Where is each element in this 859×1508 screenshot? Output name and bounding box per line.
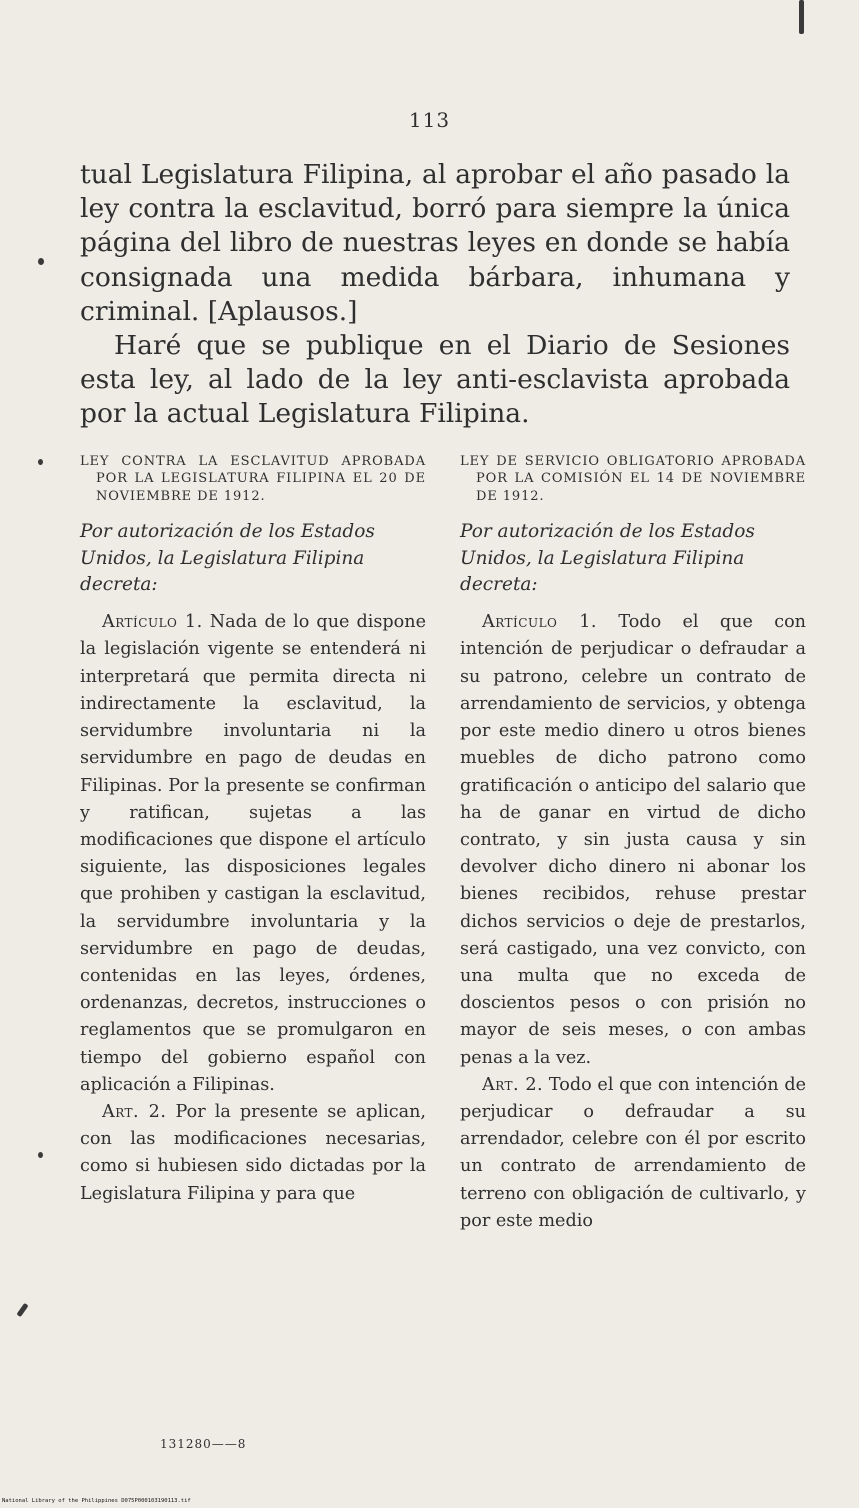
- left-article-1-label: Artículo 1.: [102, 612, 203, 633]
- right-column-obligatory-service-law: [460, 453, 806, 1235]
- right-article-1: [460, 609, 806, 1071]
- right-article-2-label: Art. 2.: [482, 1074, 544, 1095]
- ink-speck: [38, 1152, 43, 1158]
- right-article-1-text: Todo el que con intención de perjudicar o defraudar a su patrono, celebre un contrato de arrendamiento de servicios, y obtenga por este medio dinero u otros bienes muebles de dicho patrono como gratificación o anticipo del salario que ha de ganar en virtud de dicho contrato, y sin justa causa y sin devolver dicho dinero ni abonar los bienes recibidos, rehuse prestar dichos servicios o deje de prestarlos, será castigado, una vez convicto, con una multa que no exceda de doscientos pesos o con prisión no mayor de seis meses, o con ambas penas a la vez.: [460, 612, 806, 1068]
- ink-speck: [799, 0, 804, 34]
- right-column-heading: LEY DE SERVICIO OBLIGATORIO APROBADA POR LA COMISIÓN EL 14 DE NOVIEMBRE DE 1912.: [460, 454, 806, 504]
- page-number: 113: [408, 108, 451, 132]
- left-article-1-text: Nada de lo que dispone la legislación vigente se entenderá ni interpretará que permita directa ni indirectamente la esclavitud, la servidumbre involuntaria ni la servidumbre en pago de deudas en Filipinas. Por la presente se confirman y ratifican, sujetas a las modificaciones que dispone el artículo siguiente, las disposiciones legales que prohiben y castigan la esclavitud, la servidumbre involuntaria y la servidumbre en pago de deudas, contenidas en las leyes, órdenes, ordenanzas, decretos, instrucciones o reglamentos que se promulgaron en tiempo del gobierno español con aplicación a Filipinas.: [80, 612, 426, 1095]
- left-article-2: [80, 1099, 426, 1208]
- right-article-1-label: Artículo 1.: [482, 612, 597, 633]
- intro-paragraph-2: Haré que se publique en el Diario de Sesiones esta ley, al lado de la ley anti-esclavista aprobada por la actual Legislatura Filipina.: [80, 330, 790, 430]
- left-column-heading: LEY CONTRA LA ESCLAVITUD APROBADA POR LA LEGISLATURA FILIPINA EL 20 DE NOVIEMBRE DE 1912.: [80, 454, 426, 504]
- ink-speck: [38, 258, 44, 265]
- left-enacting-clause: Por autorización de los Estados Unidos, la Legislatura Filipina decreta:: [80, 520, 375, 596]
- right-enacting-clause: Por autorización de los Estados Unidos, la Legislatura Filipina decreta:: [460, 520, 755, 596]
- left-article-2-text: Por la presente se aplican, con las modificaciones necesarias, como si hubiesen sido dictadas por la Legislatura Filipina y para que: [80, 1101, 426, 1204]
- right-article-2: [460, 1072, 806, 1235]
- intro-paragraph-1: tual Legislatura Filipina, al aprobar el año pasado la ley contra la esclavitud, borró para siempre la única página del libro de nuestras leyes en donde se había consignada una medida bárbara, inhumana y criminal. [Aplausos.]: [80, 159, 790, 327]
- left-column-anti-slavery-law: [80, 453, 426, 1208]
- ink-speck: [38, 459, 43, 465]
- printer-signature-code: 131280——8: [160, 1437, 247, 1451]
- intro-text: [80, 158, 790, 432]
- left-article-1: [80, 609, 426, 1099]
- ink-speck: [16, 1303, 28, 1317]
- scan-credit-line: National Library of the Philippines D075P000103190113.tif: [2, 1498, 191, 1504]
- left-article-2-label: Art. 2.: [102, 1101, 167, 1122]
- right-article-2-text: Todo el que con intención de perjudicar o defraudar a su arrendador, celebre con él por escrito un contrato de arrendamiento de terreno con obligación de cultivarlo, y por este medio: [460, 1074, 806, 1231]
